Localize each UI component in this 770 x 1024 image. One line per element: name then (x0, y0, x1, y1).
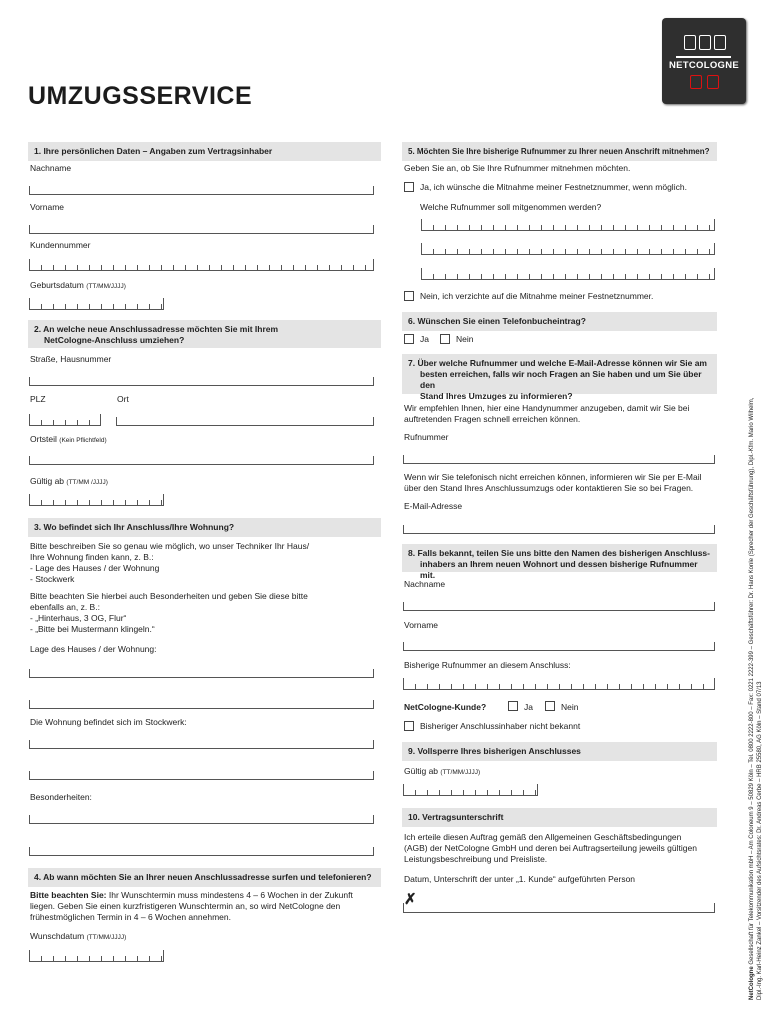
rufnummer-mitnahme-nein-label: Nein, ich verzichte auf die Mitnahme meiner Festnetznummer. (420, 291, 654, 301)
section-2-header (28, 320, 381, 348)
strasse-label: Straße, Hausnummer (30, 354, 112, 364)
stockwerk-label: Die Wohnung befindet sich im Stockwerk: (30, 717, 187, 727)
section-5-header: 5. Möchten Sie Ihre bisherige Rufnummer zu Ihrer neuen Anschrift mitnehmen? (402, 142, 717, 161)
telefonbuch-nein-label: Nein (456, 334, 474, 344)
text-line: - Stockwerk (30, 574, 75, 584)
text-line: - „Bitte bei Mustermann klingeln.“ (30, 624, 155, 634)
text-line: Bitte beachten Sie: Ihr Wunschtermin muss mindestens 4 – 6 Wochen in der Zukunft (30, 890, 353, 900)
netcologne-logo (662, 18, 746, 104)
vorname-field[interactable] (29, 225, 374, 234)
plug-icon (699, 35, 711, 50)
ort-label: Ort (117, 394, 129, 404)
text-line: Wenn wir Sie telefonisch nicht erreichen können, informieren wir Sie per E-Mail (404, 472, 702, 482)
text-line: (AGB) der NetCologne GmbH und deren bei Auftragserteilung jeweils gültigen (404, 843, 697, 853)
besonderheiten-label: Besonderheiten: (30, 792, 92, 802)
section-2-header-line: 2. An welche neue Anschlussadresse möchten Sie mit Ihrem (34, 324, 279, 334)
ortsteil-field[interactable] (29, 456, 374, 465)
stockwerk-field-1[interactable] (29, 740, 374, 749)
geburtsdatum-field[interactable] (29, 298, 164, 310)
welche-rufnummer-label: Welche Rufnummer soll mitgenommen werden? (420, 202, 602, 212)
plz-field[interactable] (29, 414, 101, 426)
text-line: ebenfalls an, z. B.: (30, 602, 100, 612)
text-line: - „Hinterhaus, 3 OG, Flur“ (30, 613, 127, 623)
bisherige-rufnummer-label: Bisherige Rufnummer an diesem Anschluss: (404, 660, 571, 670)
text-line: Leistungsbeschreibung und Preisliste. (404, 854, 548, 864)
section-7-header-line: 7. Über welche Rufnummer und welche E-Mail-Adresse können wir Sie am (408, 358, 707, 368)
email-field[interactable] (403, 525, 715, 534)
section-4-text (30, 890, 353, 923)
gueltig-ab-label: Gültig ab (TT/MM /JJJJ) (30, 476, 108, 486)
telefonbuch-nein-checkbox[interactable] (440, 334, 450, 344)
besonderheiten-field-2[interactable] (29, 847, 374, 856)
agb-text (404, 832, 697, 865)
wunschdatum-label: Wunschdatum (TT/MM/JJJJ) (30, 931, 127, 941)
text-line: Bitte beschreiben Sie so genau wie möglich, wo unser Techniker Ihr Haus/ (30, 541, 310, 551)
unterschrift-field[interactable] (403, 903, 715, 913)
section-8-header-line: inhabers an Ihrem neuen Wohnort und dessen bisherige Rufnummer mit. (420, 559, 698, 580)
nachname-label: Nachname (30, 163, 72, 173)
bisherige-rufnummer-field[interactable] (403, 678, 715, 690)
text-line: Ich erteile diesen Auftrag gemäß den Allgemeinen Geschäftsbedingungen (404, 832, 682, 842)
stockwerk-field-2[interactable] (29, 771, 374, 780)
text-line: Bitte beachten Sie hierbei auch Besonderheiten und geben Sie diese bitte (30, 591, 308, 601)
rufnummer-mitnahme-field-1[interactable] (421, 219, 715, 231)
section-6-header: 6. Wünschen Sie einen Telefonbucheintrag? (402, 312, 717, 331)
section-9-header: 9. Vollsperre Ihres bisherigen Anschlusses (402, 742, 717, 761)
text-line: auftretenden Fragen schnell erreichen können. (404, 414, 581, 424)
text-line: - Lage des Hauses / der Wohnung (30, 563, 160, 573)
strasse-field[interactable] (29, 377, 374, 386)
vorinhaber-vorname-label: Vorname (404, 620, 439, 630)
rufnummer-mitnahme-ja-label: Ja, ich wünsche die Mitnahme meiner Festnetznummer, wenn möglich. (420, 182, 687, 192)
lage-field-1[interactable] (29, 669, 374, 678)
rufnummer-mitnahme-field-3[interactable] (421, 268, 715, 280)
plug-icon (684, 35, 696, 50)
text-line: Wir empfehlen Ihnen, hier eine Handynummer anzugeben, damit wir Sie bei (404, 403, 690, 413)
section-3-header: 3. Wo befindet sich Ihr Anschluss/Ihre Wohnung? (28, 518, 381, 537)
text-line: liegen. Geben Sie einen kurzfristigeren Wunschtermin an, so wird NetCologne den (30, 901, 341, 911)
text-line: Ihre Wohnung finden kann, z. B.: (30, 552, 154, 562)
kontakt-rufnummer-field[interactable] (403, 455, 715, 464)
vorinhaber-nachname-label: Nachname (404, 579, 446, 589)
email-label: E-Mail-Adresse (404, 501, 463, 511)
section-7-email-hint (404, 472, 701, 494)
section-4-header: 4. Ab wann möchten Sie an Ihrer neuen Anschlussadresse surfen und telefonieren? (28, 868, 381, 887)
text-line: über den Stand Ihres Anschlussumzugs oder kontaktieren Sie so bei Fragen. (404, 483, 694, 493)
ortsteil-label: Ortsteil (Kein Pflichtfeld) (30, 434, 107, 444)
socket-icon (707, 75, 719, 89)
company-info-vertical (748, 340, 764, 1000)
section-5-intro: Geben Sie an, ob Sie Ihre Rufnummer mitnehmen möchten. (404, 163, 631, 173)
logo-text: NETCOLOGNE (668, 60, 740, 71)
besonderheiten-field-1[interactable] (29, 815, 374, 824)
ort-field[interactable] (116, 417, 374, 426)
vollsperre-gueltig-field[interactable] (403, 784, 538, 796)
section-7-header-line: besten erreichen, falls wir noch Fragen an Sie haben und um Sie über den (420, 369, 702, 390)
company-info-line: NetCologne Gesellschaft für Telekommunikation mbH – Am Coloneum 9 – 50829 Köln – Tel. 0800 2222-800 – Fax: 0221 2222-399 – Geschäftsführer: Dr. Hans Konle (Sprecher der Geschäftsführung), Dipl.-Kfm. Mario Wilhelm, (749, 397, 755, 1000)
section-8-header-line: 8. Falls bekannt, teilen Sie uns bitte den Namen des bisherigen Anschluss- (408, 548, 710, 558)
kunde-ja-checkbox[interactable] (508, 701, 518, 711)
nachname-field[interactable] (29, 186, 374, 195)
vorinhaber-nachname-field[interactable] (403, 602, 715, 611)
page-title: UMZUGSSERVICE (28, 82, 253, 110)
section-3-hints (30, 591, 308, 635)
plz-label: PLZ (30, 394, 46, 404)
section-8-header (402, 544, 717, 580)
plug-icon (714, 35, 726, 50)
rufnummer-mitnahme-ja-checkbox[interactable] (404, 182, 414, 192)
kundennummer-label: Kundennummer (30, 240, 91, 250)
section-1-header: 1. Ihre persönlichen Daten – Angaben zum Vertragsinhaber (28, 142, 381, 161)
telefonbuch-ja-checkbox[interactable] (404, 334, 414, 344)
vorinhaber-vorname-field[interactable] (403, 642, 715, 651)
vollsperre-gueltig-label: Gültig ab (TT/MM/JJJJ) (404, 766, 481, 776)
lage-label: Lage des Hauses / der Wohnung: (30, 644, 157, 654)
section-2-header-line: NetCologne-Anschluss umziehen? (44, 335, 185, 345)
socket-icon (690, 75, 702, 89)
section-10-header: 10. Vertragsunterschrift (402, 808, 717, 827)
netcologne-kunde-label: NetCologne-Kunde? (404, 702, 487, 712)
rufnummer-mitnahme-field-2[interactable] (421, 243, 715, 255)
text-line: frühestmöglichen Termin in 4 – 6 Wochen annehmen. (30, 912, 231, 922)
inhaber-unbekannt-checkbox[interactable] (404, 721, 414, 731)
rufnummer-mitnahme-nein-checkbox[interactable] (404, 291, 414, 301)
geburtsdatum-label: Geburtsdatum (TT/MM/JJJJ) (30, 280, 126, 290)
unterschrift-label: Datum, Unterschrift der unter „1. Kunde“ aufgeführten Person (404, 874, 636, 884)
section-7-header (402, 354, 717, 401)
vorname-label: Vorname (30, 202, 65, 212)
signature-mark-icon: ✗ (404, 891, 417, 908)
kunde-nein-checkbox[interactable] (545, 701, 555, 711)
telefonbuch-ja-label: Ja (420, 334, 429, 344)
inhaber-unbekannt-label: Bisheriger Anschlussinhaber nicht bekannt (420, 721, 581, 731)
gueltig-ab-field[interactable] (29, 494, 164, 506)
section-3-intro (30, 541, 309, 585)
kundennummer-field[interactable] (29, 259, 374, 271)
section-7-hint (404, 403, 689, 425)
lage-field-2[interactable] (29, 700, 374, 709)
kunde-nein-label: Nein (561, 702, 579, 712)
wunschdatum-field[interactable] (29, 950, 164, 962)
kunde-ja-label: Ja (524, 702, 533, 712)
kontakt-rufnummer-label: Rufnummer (404, 432, 449, 442)
section-7-header-line: Stand Ihres Umzuges zu informieren? (420, 391, 573, 401)
logo-line (676, 56, 731, 58)
company-info-line: Dipl.-Ing. Karl-Heinz Zankel – Vorsitzender des Aufsichtsrates: Dr. Andreas Cerbe – HRB 25580, AG Köln – Stand 07/13 (757, 681, 763, 1000)
